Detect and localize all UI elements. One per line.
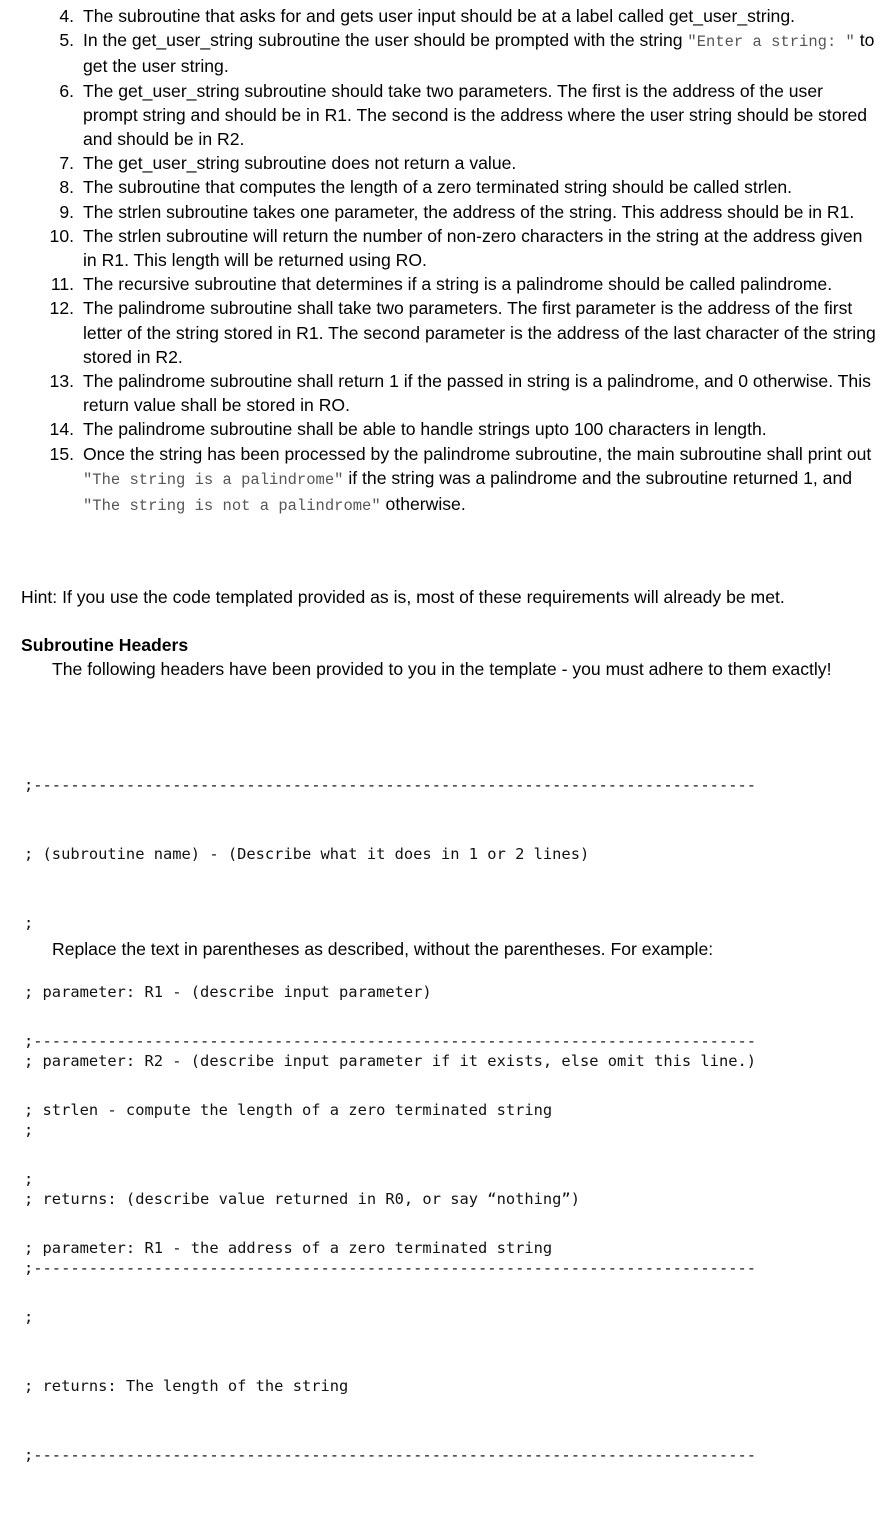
code-line: ; parameter: R1 - (describe input parameter) [24,983,432,1001]
code-line: ; parameter: R1 - the address of a zero terminated string [24,1239,553,1257]
requirement-item [0,28,880,78]
requirement-text: The get_user_string subroutine should take two parameters. The first is the address of the user prompt string and should be in R1. The second is the address where the user string should be stored and should be in R2. [83,80,868,150]
code-line: ; returns: (describe value returned in R0, or say “nothing”) [24,1190,580,1208]
requirement-text: The strlen subroutine will return the number of non-zero characters in the string at the address given in R1. This length will be returned using RO. [83,225,863,271]
requirement-item [0,369,880,417]
requirements-list [0,4,880,518]
requirement-number: 12. [49,298,74,319]
requirement-item [0,224,880,272]
requirement-number: 14. [49,419,74,440]
requirement-text: The palindrome subroutine shall return 1 if the passed in string is a palindrome, and 0 otherwise. This return value shall be stored in RO. [83,371,871,416]
code-line: ; parameter: R2 - (describe input parameter if it exists, else omit this line.) [24,1052,757,1070]
requirement-text: to get the user string. [83,30,875,77]
requirement-item [0,200,880,224]
code-line: ; strlen - compute the length of a zero terminated string [24,1101,553,1119]
code-line: ; [24,1170,34,1188]
requirement-number: 8. [59,177,74,198]
example-intro: Replace the text in parentheses as described, without the parentheses. For example: [52,939,714,959]
not-palindrome-message-literal: "The string is not a palindrome" [83,497,381,516]
code-line: ; [24,1121,34,1139]
requirement-item [0,175,880,199]
requirement-text: The subroutine that computes the length of a zero terminated string should be called strlen. [83,177,793,198]
requirement-number: 11. [50,274,74,295]
prompt-string-literal: "Enter a string: " [687,33,855,52]
requirement-number: 9. [59,201,74,222]
requirement-item [0,417,880,441]
code-line: ;------------------------------------------------------------------------------ [24,1446,757,1464]
requirement-number: 7. [59,153,74,174]
section-intro: The following headers have been provided to you in the template - you must adhere to them exactly! [52,659,832,679]
requirement-number: 15. [49,443,74,464]
requirement-text: The get_user_string subroutine does not return a value. [83,153,517,174]
requirement-text: otherwise. [380,494,466,515]
requirement-item [0,151,880,175]
requirement-text: The palindrome subroutine shall take two parameters. The first parameter is the address of the first letter of the string stored in R1. The second parameter is the address of the last character of the string stored in R2. [83,298,876,367]
example-header-code [24,984,756,1513]
requirement-text: The subroutine that asks for and gets user input should be at a label called get_user_string. [83,6,796,26]
requirement-text: The strlen subroutine takes one parameter, the address of the string. This address should be in R1. [83,201,855,222]
requirement-text: In the get_user_string subroutine the user should be prompted with the string [83,30,688,51]
code-line: ; (subroutine name) - (Describe what it does in 1 or 2 lines) [24,845,590,863]
palindrome-message-literal: "The string is a palindrome" [83,470,344,489]
hint-text: Hint: If you use the code templated provided as is, most of these requirements will already be met. [21,587,785,607]
requirement-number: 4. [59,6,74,26]
requirement-text: if the string was a palindrome and the subroutine returned 1, and [343,467,853,488]
requirement-item [0,296,880,369]
requirement-number: 13. [49,371,74,392]
requirement-text: The palindrome subroutine shall be able to handle strings upto 100 characters in length. [83,419,767,440]
requirement-item [0,4,880,28]
requirement-item [0,272,880,296]
section-title: Subroutine Headers [21,635,189,655]
requirement-text: The recursive subroutine that determines if a string is a palindrome should be called palindrome. [83,274,833,295]
requirement-number: 10. [49,225,74,246]
code-line: ;------------------------------------------------------------------------------ [24,1259,757,1277]
requirement-number: 6. [59,80,74,101]
code-line: ;------------------------------------------------------------------------------ [24,1032,757,1050]
code-line: ;------------------------------------------------------------------------------ [24,776,757,794]
requirement-text: Once the string has been processed by the palindrome subroutine, the main subroutine shall print out [83,443,872,464]
requirement-item [0,442,880,519]
requirement-number: 5. [59,30,74,51]
code-line: ; [24,1308,34,1326]
code-line: ; returns: The length of the string [24,1377,349,1395]
requirement-item [0,79,880,152]
code-line: ; [24,914,34,932]
